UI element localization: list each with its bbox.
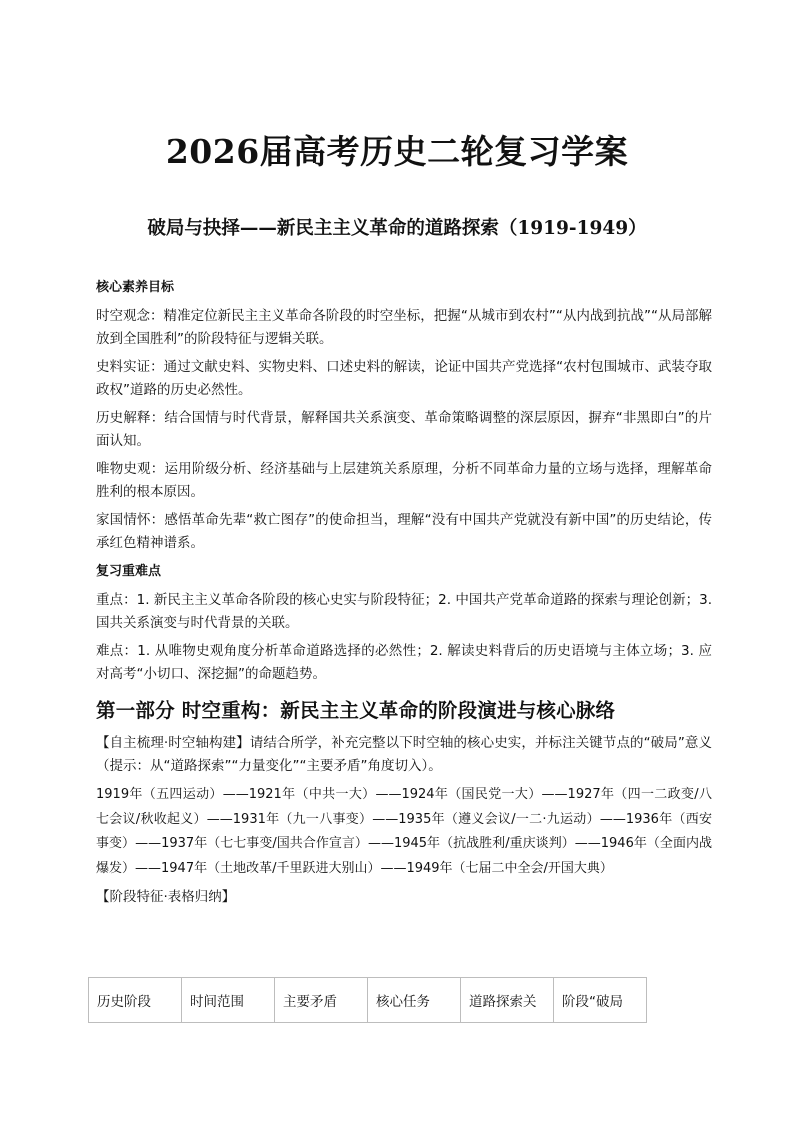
objective-item: 史料实证：通过文献史料、实物史料、口述史料的解读，论证中国共产党选择“农村包围城市、武装夺取政权”道路的历史必然性。 bbox=[96, 359, 712, 398]
difficult-points: 难点：1. 从唯物史观角度分析革命道路选择的必然性；2. 解读史料背后的历史语境与主体立场；3. 应对高考“小切口、深挖掘”的命题趋势。 bbox=[96, 643, 712, 682]
document-title: 2026届高考历史二轮复习学案 bbox=[165, 132, 629, 171]
document-body bbox=[96, 276, 712, 914]
part1-instruction: 【自主梳理·时空轴构建】请结合所学，补充完整以下时空轴的核心史实，并标注关键节点的“破局”意义（提示：从“道路探索”“力量变化”“主要矛盾”角度切入）。 bbox=[96, 735, 712, 774]
table-header-cell: 主要矛盾 bbox=[275, 978, 368, 1023]
objective-item: 时空观念：精准定位新民主主义革命各阶段的时空坐标，把握“从城市到农村”“从内战到抗战”“从局部解放到全国胜利”的阶段特征与逻辑关联。 bbox=[96, 308, 712, 347]
table-header-cell: 道路探索关 bbox=[461, 978, 554, 1023]
timeline-text: 1919年（五四运动）——1921年（中共一大）——1924年（国民党一大）——1927年（四一二政变/八七会议/秋收起义）——1931年（九一八事变）——1935年（遵义会议/一二·九运动）——1936年（西安事变）——1937年（七七事变/国共合作宣言）——1945年（抗战胜利/重庆谈判）——1946年（全面内战爆发）——1947年（土地改革/千里跃进大别山）——1949年（七届二中全会/开国大典） bbox=[96, 787, 712, 876]
stage-table bbox=[88, 977, 647, 1023]
objective-item: 唯物史观：运用阶级分析、经济基础与上层建筑关系原理，分析不同革命力量的立场与选择，理解革命胜利的根本原因。 bbox=[96, 461, 712, 500]
part1-heading: 第一部分 时空重构：新民主主义革命的阶段演进与核心脉络 bbox=[96, 699, 616, 722]
table-header-row bbox=[89, 978, 647, 1023]
key-points: 重点：1. 新民主主义革命各阶段的核心史实与阶段特征；2. 中国共产党革命道路的探索与理论创新；3. 国共关系演变与时代背景的关联。 bbox=[96, 592, 712, 631]
objective-item: 家国情怀：感悟革命先辈“救亡图存”的使命担当，理解“没有中国共产党就没有新中国”的历史结论，传承红色精神谱系。 bbox=[96, 512, 712, 551]
objectives-heading: 核心素养目标 bbox=[96, 280, 175, 295]
table-header-cell: 时间范围 bbox=[182, 978, 275, 1023]
document-subtitle: 破局与抉择——新民主主义革命的道路探索（1919-1949） bbox=[147, 218, 647, 239]
table-header-cell: 阶段“破局 bbox=[554, 978, 647, 1023]
table-header-cell: 历史阶段 bbox=[89, 978, 182, 1023]
focus-heading: 复习重难点 bbox=[96, 564, 162, 579]
objective-item: 历史解释：结合国情与时代背景，解释国共关系演变、革命策略调整的深层原因，摒弃“非黑即白”的片面认知。 bbox=[96, 410, 712, 449]
table-label: 【阶段特征·表格归纳】 bbox=[96, 889, 236, 905]
table-header-cell: 核心任务 bbox=[368, 978, 461, 1023]
